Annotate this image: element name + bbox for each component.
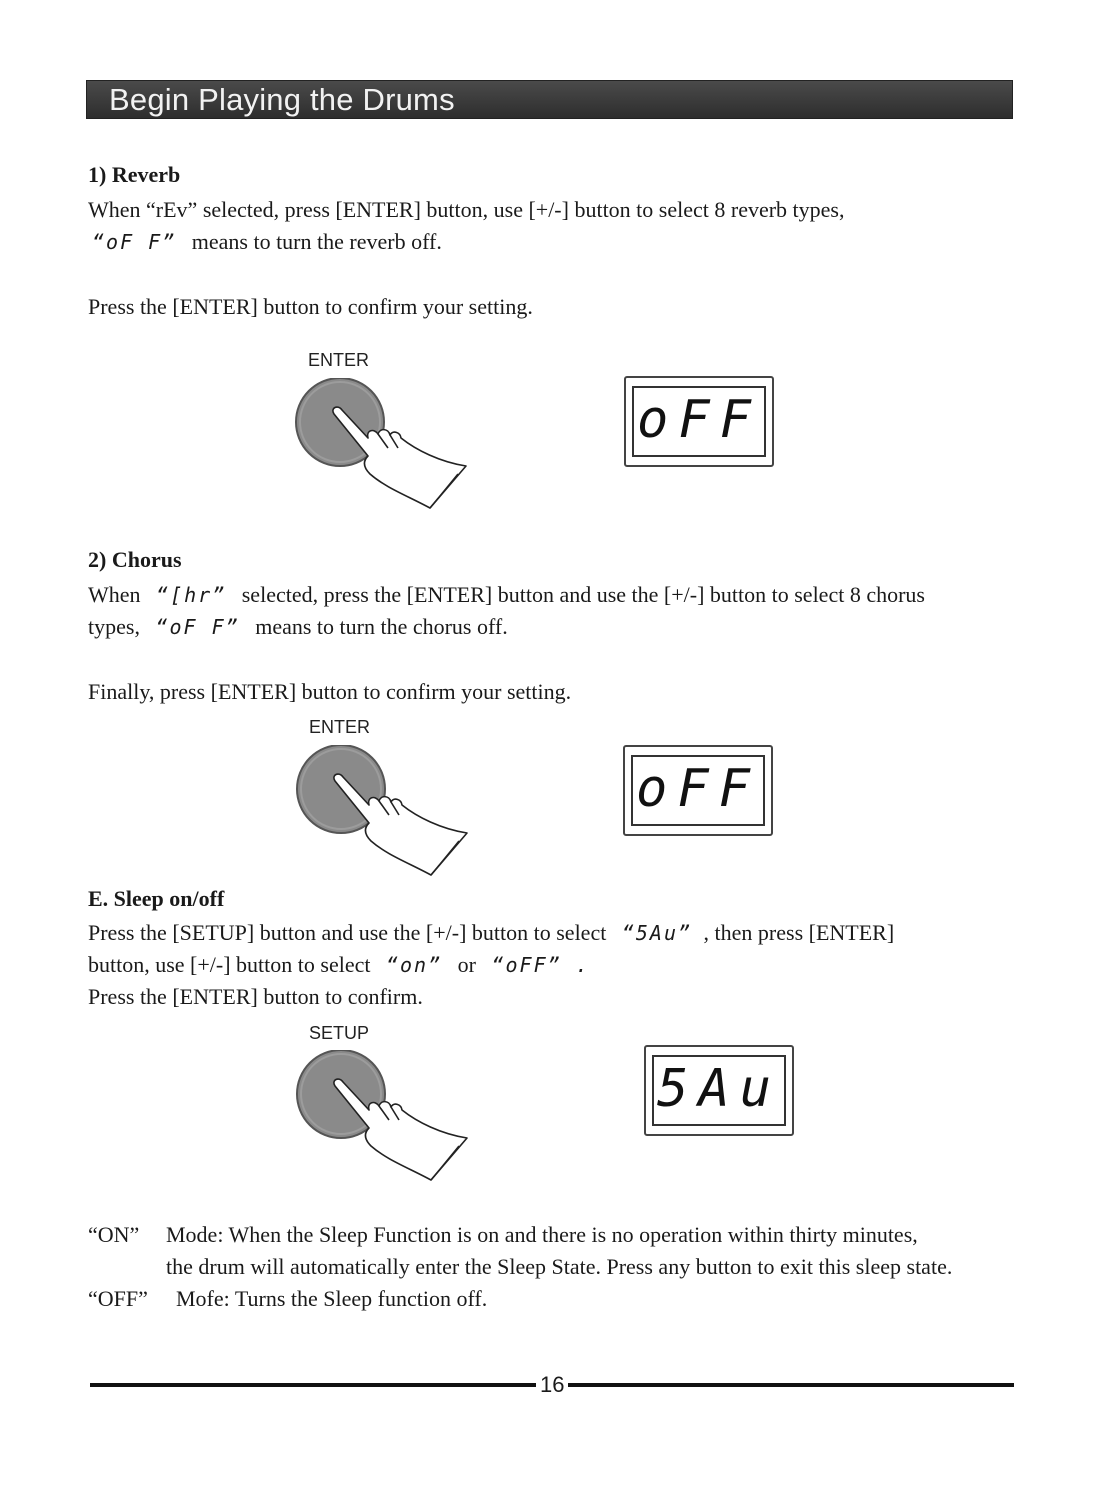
sleep-select: button, use [+/-] button to select	[88, 952, 371, 977]
section-banner	[86, 80, 1013, 119]
off-mode-text: Mofe: Turns the Sleep function off.	[176, 1286, 488, 1311]
on-code: “on”	[385, 953, 443, 977]
on-mode-text-line1: Mode: When the Sleep Function is on and there is no operation within thirty minutes,	[166, 1222, 918, 1247]
sleep-text-line1	[88, 917, 894, 949]
footer-rule-left	[90, 1383, 536, 1387]
chorus-heading: 2) Chorus	[88, 547, 182, 572]
lcd-display-value: oFF	[636, 759, 760, 819]
lcd-display-value: oFF	[637, 390, 761, 450]
page-title: Begin Playing the Drums	[109, 82, 455, 117]
lcd-display	[623, 745, 773, 836]
reverb-text-line2	[92, 226, 442, 258]
chr-code: “[hr”	[156, 583, 227, 607]
lcd-display-value: 5Au	[657, 1059, 781, 1119]
on-mode-text-line2: the drum will automatically enter the Sleep State. Press any button to exit this sleep state.	[166, 1254, 953, 1279]
lcd-display	[624, 376, 774, 467]
lcd-display	[644, 1045, 794, 1136]
off-code: “oFF” .	[491, 953, 590, 977]
reverb-text-line1: When “rEv” selected, press [ENTER] button, use [+/-] button to select 8 reverb types,	[88, 197, 845, 222]
chorus-when: When	[88, 582, 141, 607]
sleep-confirm-text: Press the [ENTER] button to confirm.	[88, 984, 423, 1009]
footer-rule-right	[568, 1383, 1014, 1387]
on-mode-label: “ON”	[88, 1222, 140, 1247]
enter-button-label: ENTER	[309, 717, 371, 737]
sleep-heading: E. Sleep on/off	[88, 886, 225, 911]
chorus-text-line1	[88, 579, 925, 611]
setup-button-label: SETUP	[309, 1023, 370, 1043]
off-code: “oF F”	[92, 230, 177, 254]
page-number: 16	[540, 1372, 565, 1397]
enter-button-label: ENTER	[308, 350, 370, 370]
chorus-text-line2	[88, 611, 508, 643]
reverb-confirm-text: Press the [ENTER] button to confirm your setting.	[88, 294, 533, 319]
sleep-text-line2	[88, 949, 590, 981]
sleep-desc: Press the [SETUP] button and use the [+/-] button to select	[88, 920, 607, 945]
off-code: “oF F”	[155, 615, 240, 639]
sav-code: “5Au”	[621, 921, 693, 945]
reverb-heading: 1) Reverb	[88, 162, 181, 187]
chorus-confirm-text: Finally, press [ENTER] button to confirm your setting.	[88, 679, 572, 704]
chorus-off-desc: means to turn the chorus off.	[255, 614, 508, 639]
chorus-desc: selected, press the [ENTER] button and use the [+/-] button to select 8 chorus	[241, 582, 925, 607]
enter-button-press-illustration[interactable]	[291, 745, 471, 880]
reverb-off-desc: means to turn the reverb off.	[191, 229, 442, 254]
sleep-then: , then press [ENTER]	[703, 920, 895, 945]
off-mode-label: “OFF”	[88, 1286, 148, 1311]
or-text: or	[457, 952, 476, 977]
chorus-types: types,	[88, 614, 140, 639]
enter-button-press-illustration[interactable]	[290, 378, 470, 513]
setup-button-press-illustration[interactable]	[291, 1050, 471, 1185]
